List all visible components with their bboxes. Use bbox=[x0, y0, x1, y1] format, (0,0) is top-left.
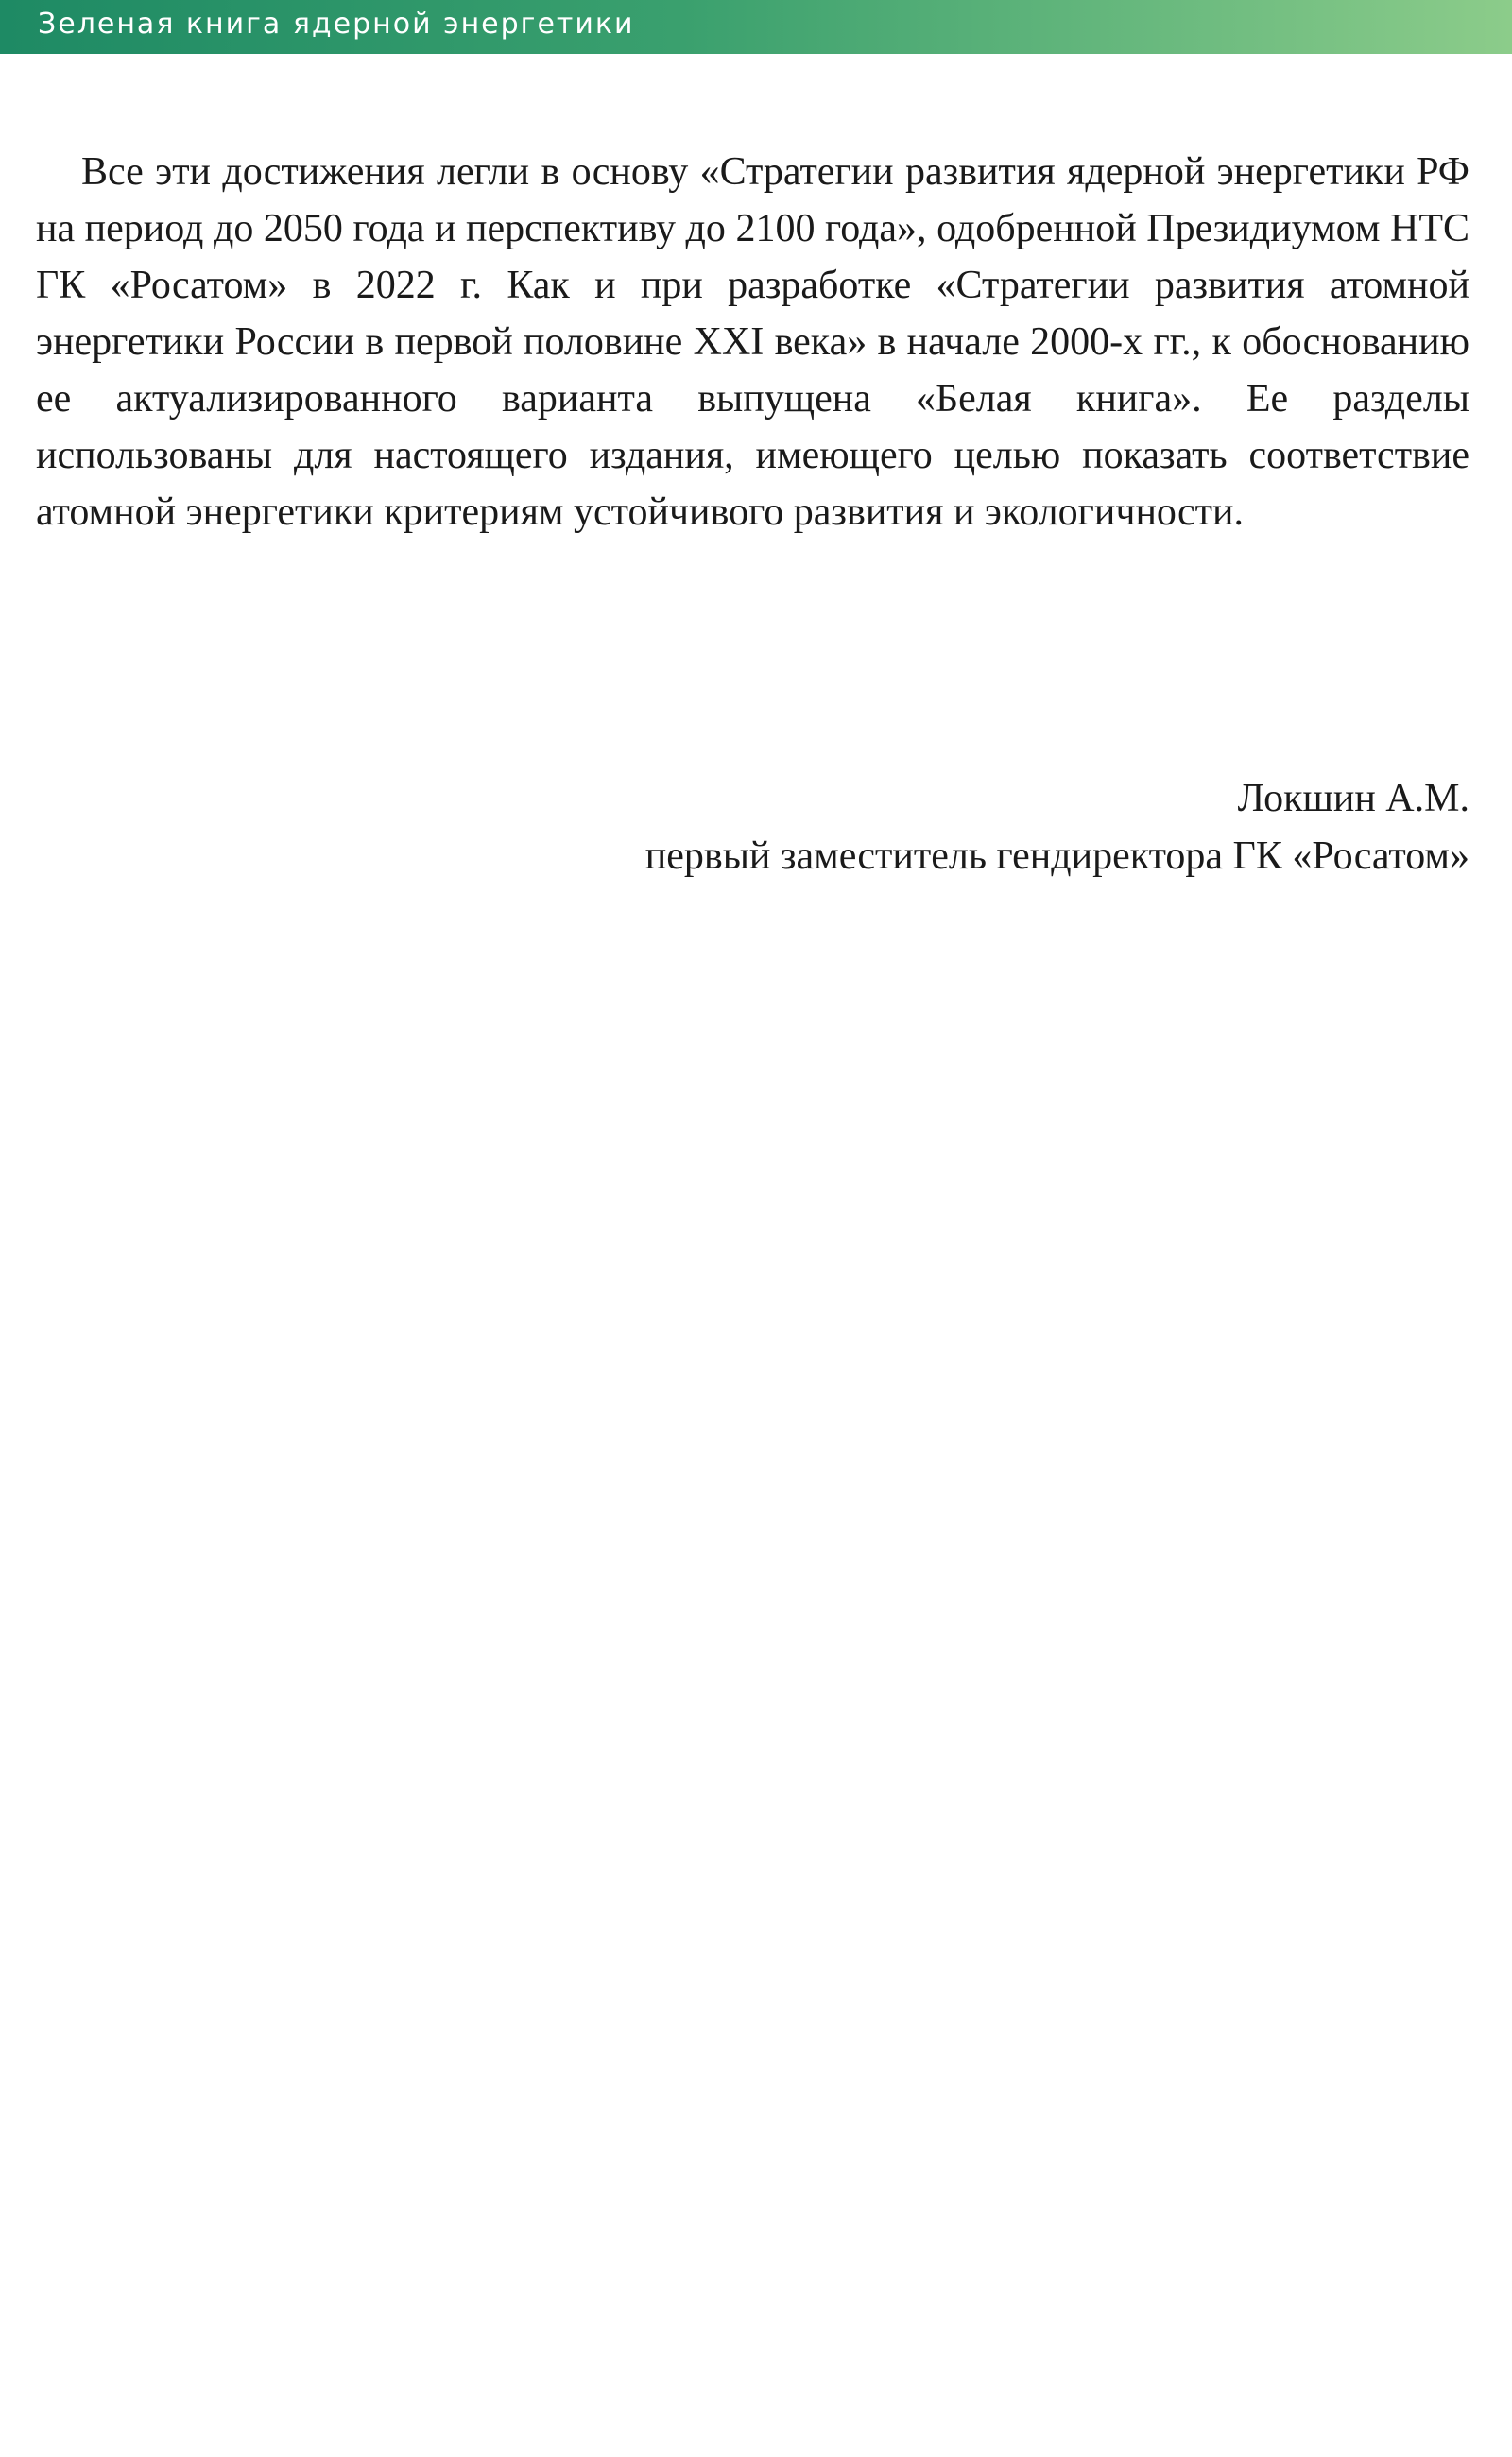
header-title: Зеленая книга ядерной энергетики bbox=[38, 8, 635, 41]
signature-position: первый заместитель гендиректора ГК «Росатом» bbox=[644, 834, 1469, 878]
signature-block bbox=[645, 770, 1469, 885]
body-paragraph: Все эти достижения легли в основу «Стратегии развития ядерной энергетики РФ на период до 2050 года и перспективу до 2100 года», одобренной Президиумом НТС ГК «Росатом» в 2022 г. Как и при разработке «Стратегии развития атомной энергетики России в первой половине XXI века» в начале 2000-х гг., к обоснованию ее актуализированного варианта выпущена «Белая книга». Ее разделы использованы для настоящего издания, имеющего целью показать соответствие атомной энергетики критериям устойчивого развития и экологичности. bbox=[36, 150, 1469, 534]
header-bar bbox=[0, 0, 1512, 54]
signature-name: Локшин А.М. bbox=[1237, 777, 1469, 820]
main-content bbox=[36, 144, 1469, 541]
